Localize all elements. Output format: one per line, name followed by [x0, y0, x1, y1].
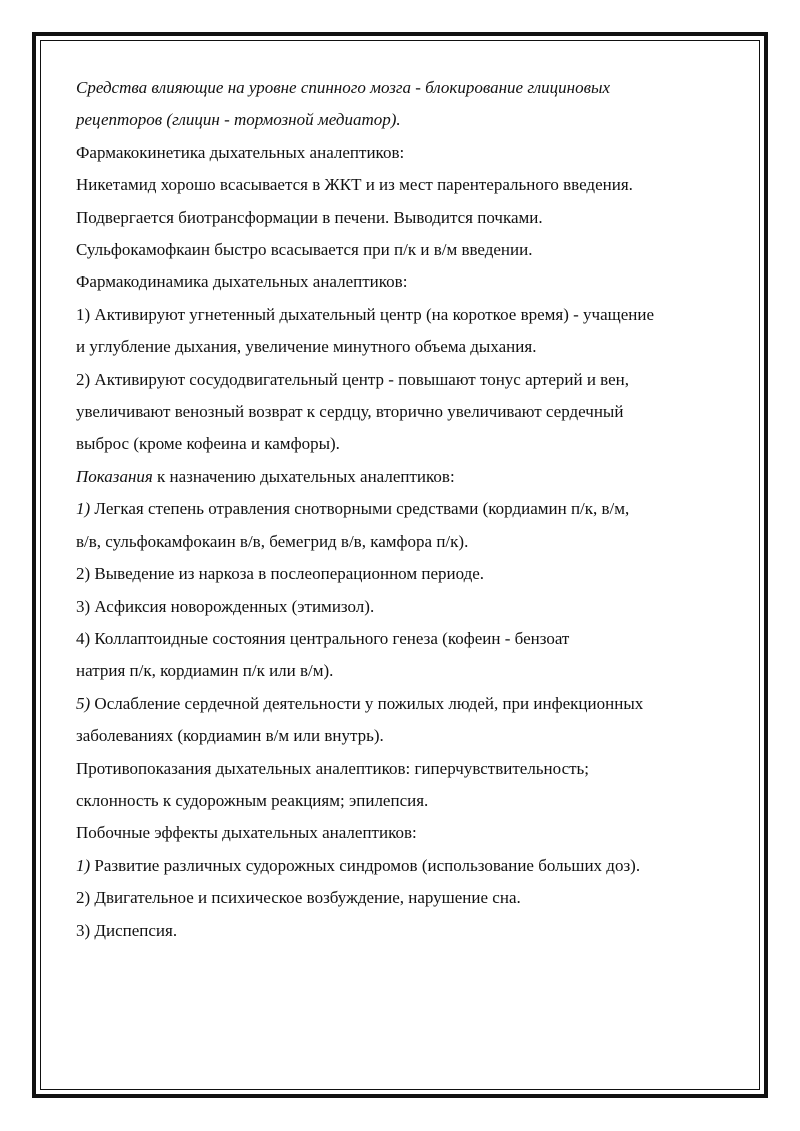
plain-text: 3) Диспепсия.: [76, 920, 178, 940]
italic-text: 5): [76, 693, 91, 713]
text-line: [76, 72, 736, 104]
plain-text: в/в, сульфокамфокаин в/в, бемегрид в/в, камфора п/к).: [76, 531, 469, 551]
plain-text: к назначению дыхательных аналептиков:: [152, 466, 455, 486]
plain-text: склонность к судорожным реакциям; эпилепсия.: [76, 790, 429, 810]
plain-text: выброс (кроме кофеина и камфоры).: [76, 434, 340, 454]
italic-text: рецепторов (глицин - тормозной медиатор).: [76, 110, 401, 130]
text-line: [76, 428, 736, 460]
plain-text: 2) Активируют сосудодвигательный центр - повышают тонус артерий и вен,: [76, 369, 629, 389]
text-line: [76, 331, 736, 363]
plain-text: увеличивают венозный возврат к сердцу, вторично увеличивают сердечный: [76, 402, 624, 422]
plain-text: Фармакокинетика дыхательных аналептиков:: [76, 142, 405, 162]
text-line: [76, 785, 736, 817]
plain-text: заболеваниях (кордиамин в/м или внутрь).: [76, 726, 384, 746]
plain-text: Сульфокамофкаин быстро всасывается при п/к и в/м введении.: [76, 240, 533, 260]
text-line: [76, 461, 736, 493]
plain-text: Развитие различных судорожных синдромов (использование больших доз).: [90, 855, 641, 875]
text-line: [76, 364, 736, 396]
plain-text: Ослабление сердечной деятельности у пожилых людей, при инфекционных: [90, 693, 644, 713]
text-line: [76, 526, 736, 558]
text-line: [76, 850, 736, 882]
text-line: [76, 396, 736, 428]
text-line: [76, 493, 736, 525]
plain-text: 1) Активируют угнетенный дыхательный центр (на короткое время) - учащение: [76, 304, 655, 324]
plain-text: Побочные эффекты дыхательных аналептиков:: [76, 823, 417, 843]
text-line: [76, 591, 736, 623]
text-line: [76, 234, 736, 266]
plain-text: Никетамид хорошо всасывается в ЖКТ и из мест парентерального введения.: [76, 175, 633, 195]
text-line: [76, 202, 736, 234]
text-line: [76, 720, 736, 752]
text-line: [76, 655, 736, 687]
text-line: [76, 817, 736, 849]
text-line: [76, 753, 736, 785]
text-line: [76, 169, 736, 201]
italic-text: 1): [76, 499, 91, 519]
plain-text: 2) Двигательное и психическое возбуждение, нарушение сна.: [76, 888, 521, 908]
document-body: [76, 72, 736, 947]
plain-text: Фармакодинамика дыхательных аналептиков:: [76, 272, 408, 292]
text-line: [76, 137, 736, 169]
text-line: [76, 558, 736, 590]
plain-text: Подвергается биотрансформации в печени. Выводится почками.: [76, 207, 543, 227]
plain-text: натрия п/к, кордиамин п/к или в/м).: [76, 661, 334, 681]
text-line: [76, 104, 736, 136]
italic-text: 1): [76, 855, 91, 875]
italic-text: Средства влияющие на уровне спинного мозга - блокирование глициновых: [76, 78, 611, 97]
text-line: [76, 688, 736, 720]
text-line: [76, 299, 736, 331]
text-line: [76, 882, 736, 914]
plain-text: 3) Асфиксия новорожденных (этимизол).: [76, 596, 375, 616]
plain-text: и углубление дыхания, увеличение минутного объема дыхания.: [76, 337, 537, 357]
italic-text: Показания: [76, 466, 153, 486]
text-line: [76, 266, 736, 298]
plain-text: 2) Выведение из наркоза в послеоперационном периоде.: [76, 564, 485, 584]
plain-text: Легкая степень отравления снотворными средствами (кордиамин п/к, в/м,: [90, 499, 630, 519]
text-line: [76, 915, 736, 947]
plain-text: Противопоказания дыхательных аналептиков: гиперчувствительность;: [76, 758, 590, 778]
text-line: [76, 623, 736, 655]
plain-text: 4) Коллаптоидные состояния центрального генеза (кофеин - бензоат: [76, 628, 570, 648]
